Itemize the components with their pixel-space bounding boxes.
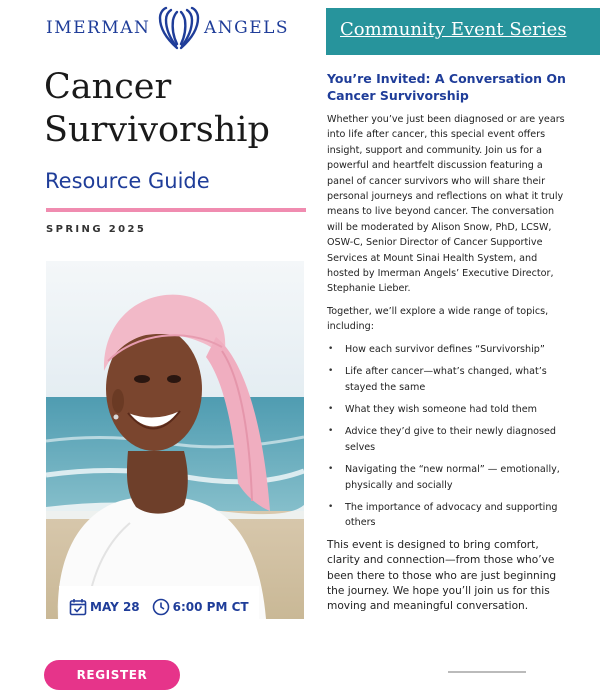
logo-text-left: IMERMAN [46,18,151,38]
event-article [327,71,567,615]
community-event-banner [326,8,600,55]
clock-icon [152,598,170,616]
list-item: • How each survivor defines “Survivorship” [327,342,567,357]
list-item: • What they wish someone had told them [327,402,567,417]
topics-intro: Together, we’ll explore a wide range of topics, including: [327,305,549,333]
logo-text-right: ANGELS [204,18,290,38]
angel-wings-icon [154,6,204,50]
pink-divider [46,208,306,212]
imerman-angels-logo [46,6,290,50]
register-button[interactable]: REGISTER [44,660,180,690]
season-label: SPRING 2025 [46,224,147,235]
page-title: Cancer Survivorship [44,67,270,150]
calendar-check-icon [69,598,87,616]
article-closing: This event is designed to bring comfort, clarity and connection—from those who’ve been there to those who are just beginning the journey. We hope you’ll join us for this moving and meaningful conversation. [327,538,557,613]
list-item: • Life after cancer—what’s changed, what’s stayed the same [327,364,567,395]
survivor-photo [46,261,304,619]
list-item: • The importance of advocacy and supporting others [327,500,567,531]
page-subtitle: Resource Guide [45,169,210,193]
list-item: • Navigating the “new normal” — emotionally, physically and socially [327,462,567,493]
community-event-link[interactable]: Community Event Series [340,19,567,40]
article-heading: You’re Invited: A Conversation On Cancer Survivorship [327,71,566,103]
event-date: MAY 28 [90,600,140,614]
topics-list [327,342,567,531]
article-intro: Whether you’ve just been diagnosed or are years into life after cancer, this special event offers insight, support and community. Join us for a powerful and heartfelt discussion featuring a panel of cancer survivors who will share their personal journeys and reflections on what it truly means to live beyond cancer. The conversation will be moderated by Alison Snow, PhD, LCSW, OSW-C, Senior Director of Cancer Supportive Services at Mount Sinai Health System, and hosted by Imerman Angels’ Executive Director, Stephanie Lieber. [327,114,565,295]
cut-off-divider [448,671,526,673]
list-item: • Advice they’d give to their newly diagnosed selves [327,424,567,455]
event-date-time [59,586,259,628]
event-time: 6:00 PM CT [172,600,249,614]
